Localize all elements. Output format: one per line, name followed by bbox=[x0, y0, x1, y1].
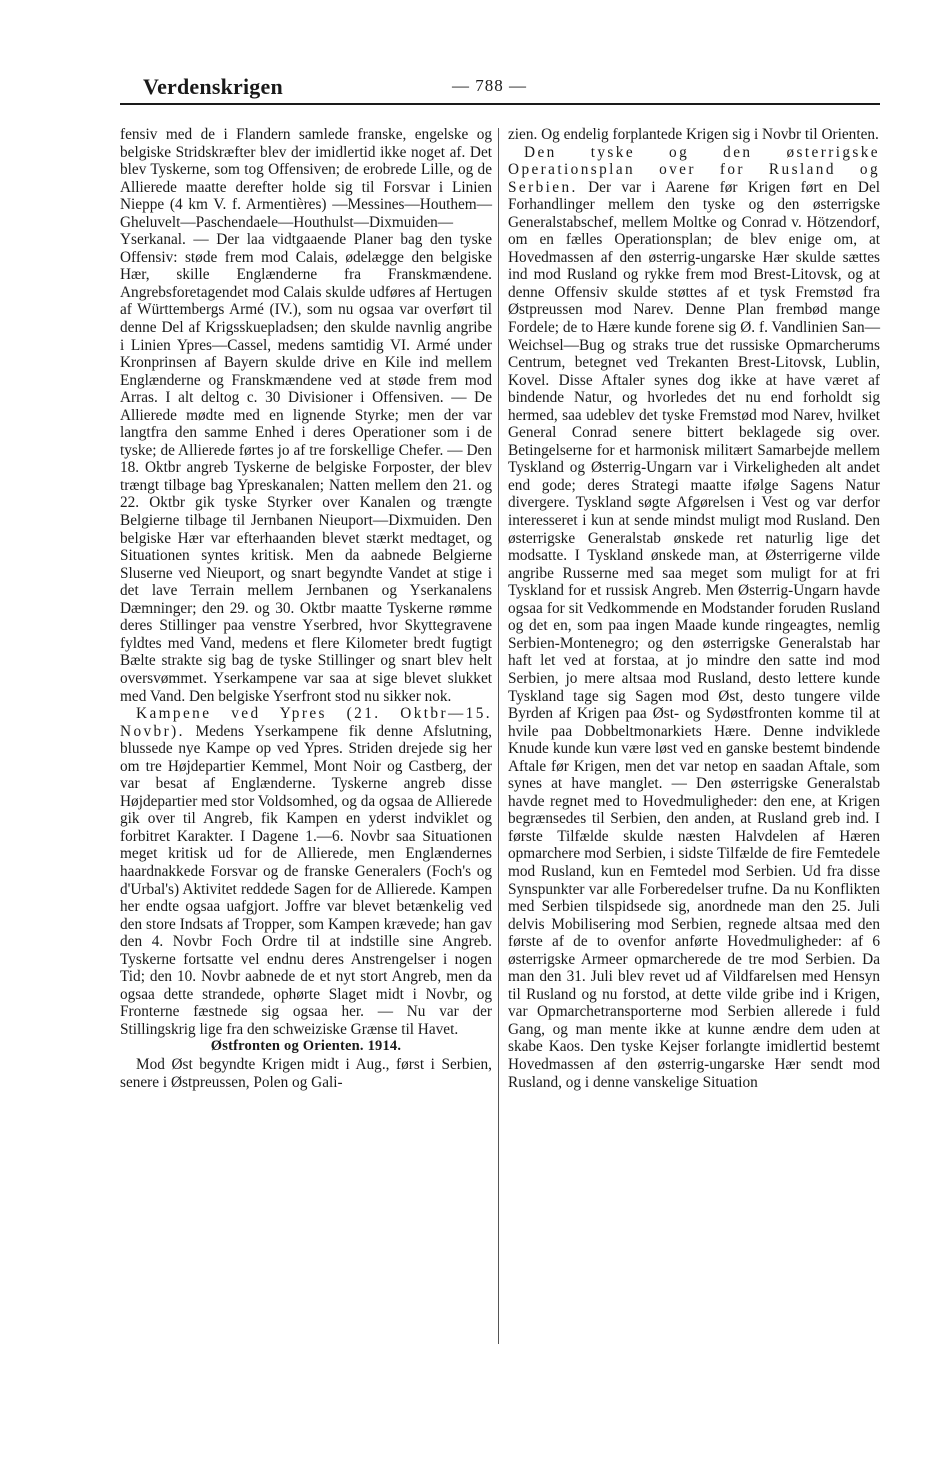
column-divider bbox=[498, 128, 499, 1344]
page-number: — 788 — bbox=[452, 76, 527, 95]
running-title: Verdenskrigen bbox=[143, 74, 283, 99]
paragraph-ypres-heading: Kampene ved Ypres (21. Oktbr—15. Novbr). bbox=[120, 705, 492, 740]
paragraph-operationsplan bbox=[508, 144, 880, 1092]
left-column bbox=[120, 126, 492, 1091]
paragraph-flandern: fensiv med de i Flandern samlede franske, engelske og belgiske Stridskræfter blev der imidlertid ikke noget af. Det blev Tyskerne, som tog Offensiven; de erobrede Lille, og de Allierede maatte derefter holde sig til Forsvar i Linien Nieppe (4 km V. f. Armentières) —Messines—Houthem—Gheluvelt—Paschendaele—Houthulst—Dixmuiden—Yserkanal. — Der laa vidtgaaende Planer bag den tyske Offensiv: støde frem mod Calais, ødelægge den belgiske Hær, skille Englænderne fra Franskmændene. Angrebsforetagendet mod Calais skulde udføres af Hertugen af Württembergs Armé (IV.), som nu ogsaa var overført til denne Del af Krigsskuepladsen; den skulde navnlig angribe i Linien Ypres—Cassel, medens samtidig VI. Armé under Kronprinsen af Bayern skulde drive en Kile ind mellem Englænderne og Franskmændene ved at støde frem mod Arras. I alt deltog c. 30 Divisioner i Offensiven. — De Allierede mødte med en lignende Styrke; men der var langtfra den samme Enhed i deres Operationer som i de tyske; de Allierede førtes jo af tre forskellige Chefer. — Den 18. Oktbr angreb Tyskerne de belgiske Forposter, der blev trængt tilbage bag Ypreskanalen; Natten mellem den 21. og 22. Oktbr gik tyske Styrker over Kanalen og trængte Belgierne tilbage til Jernbanen Nieuport—Dixmuiden. Den belgiske Hær var efterhaanden blevet stærkt medtaget, og Situationen syntes kritisk. Men da aabnede Belgierne Sluserne ved Nieuport, og snart begyndte Vandet at stige i det lave Terrain mellem Jernbanen og Yserkanalens Dæmninger; den 29. og 30. Oktbr maatte Tyskerne rømme deres Stillinger paa venstre Yserbred, hvor Skyttegravene fyldtes med Vand, medens et flere Kilometer bredt fugtigt Bælte strakte sig bag de tyske Stillinger og snart blev helt oversvømmet. Yserkampene var saa at sige blevet slukket med Vand. Den belgiske Yserfront stod nu sikker nok. bbox=[120, 126, 492, 705]
paragraph-operationsplan-heading: Den tyske og den østerrigske Operationsplan over for Rusland og Serbien. bbox=[508, 143, 880, 196]
right-column bbox=[508, 126, 880, 1091]
paragraph-galizien: zien. Og endelig forplantede Krigen sig i Novbr til Orienten. bbox=[508, 126, 879, 143]
header-rule bbox=[120, 103, 880, 105]
section-heading-ostfronten: Østfronten og Orienten. 1914. bbox=[210, 1038, 402, 1055]
paragraph-ost-begyndelse: Mod Øst begyndte Krigen midt i Aug., først i Serbien, senere i Østpreussen, Polen og Gali- bbox=[120, 1055, 492, 1091]
paragraph-ypres-body: Medens Yserkampene fik denne Afslutning, blussede nye Kampe op ved Ypres. Striden drejede sig her om tre Højdepartier Kemmel, Mont Noir og Castberg, der var besat af Englænderne. Tyskerne angreb disse Højdepartier med stor Voldsomhed, og da ogsaa de Allierede gik over til Angreb, fik Kampen en yderst indviklet og forbitret Karakter. I Dagene 1.—6. Novbr saa Situationen meget kritisk ud for de Allierede, men Englændernes haardnakkede Forsvar og de franske Generalers (Foch's og d'Urbal's) Aktivitet reddede Sagen for de Allierede. Kampen her endte ogsaa uafgjort. Joffre var blevet betænkelig ved den store Indsats af Tropper, som Kampen krævede; han gav den 4. Novbr Foch Ordre til at indstille sine Angreb. Tyskerne fortsatte vel endnu deres Anstrengelser i nogen Tid; den 10. Novbr aabnede de et nyt stort Angreb, men da ogsaa dette strandede, ophørte Slaget midt i Novbr, og Fronterne fæstnede sig ogsaa her. — Nu var der Stillingskrig lige fra den schweiziske Grænse til Havet. bbox=[120, 722, 492, 1038]
paragraph-operationsplan-body: Der var i Aarene før Krigen ført en Del Forhandlinger mellem den tyske og den østerrigske Generalstabschef, mellem Moltke og Conrad v. Hötzendorf, om en fælles Operationsplan; de blev enige om, at Hovedmassen af den østerrig-ungarske Hær skulde sættes ind mod Rusland og rykke frem mod Brest-Litovsk, og at denne Offensiv skulde støttes af et tysk Fremstød fra Østpreussen mod Narev. Denne Plan frembød mange Fordele; de to Hære kunde forene sig Ø. f. Vandlinien San—Weichsel—Bug og straks true det russiske Opmarcherums Centrum, betegnet ved Trekanten Brest-Litovsk, Lublin, Kovel. Disse Aftaler synes dog ikke at have været af bindende Natur, og hvorledes det nu end forholdt sig hermed, saa udeblev det tyske Fremstød mod Narev, hvilket General Conrad senere bittert beklagede sig over. Betingelserne for et harmonisk militært Samarbejde mellem Tyskland og Østerrig-Ungarn var i Virkeligheden alt andet end gode; deres Strategi maatte ifølge Sagens Natur divergere. Tyskland søgte Afgørelsen i Vest og var derfor interesseret i kun at sende mindst muligt mod Rusland. Den østerrigske Generalstab ønskede ret naturlig lige det modsatte. I Tyskland ønskede man, at Østerrigerne vilde angribe Russerne med saa meget som muligt for at fri Tyskland for et russisk Angreb. Men Østerrig-Ungarn havde ogsaa for sit Vedkommende en Modstander foruden Rusland og det en, som paa ingen Maade kunde ringeagtes, nemlig Serbien-Montenegro; og den østerrigske Generalstab har haft let ved at forstaa, at jo mindre den satte ind mod Serbien, jo mere altsaa mod Rusland, desto lettere kunde Tyskland tage sig Sagen mod Øst, desto tungere vilde Byrden af Krigen paa Øst- og Sydøstfronten komme til at hvile paa Dobbeltmonarkiets Hære. Denne indviklede Knude kunde kun være løst ved en ganske bestemt bindende Aftale før Krigen, men det var netop en saadan Aftale, som synes at have manglet. — Den østerrigske Generalstab havde regnet med to Hovedmuligheder: den ene, at Krigen begrænsedes til Serbien, den anden, at Rusland greb ind. I første Tilfælde skulde næsten Halvdelen af Hæren opmarchere mod Serbien, i sidste Tilfælde de fire Femtedele mod Rusland, kun en Femtedel mod Serbien. Ud fra disse Synspunkter var alle Forberedelser trufne. Da nu Konflikten med Serbien tilspidsede sig, anordnede man den 25. Juli delvis Mobilisering mod Serbien, regnede altsaa med den første af de to ovenfor anførte Hovedmuligheder: af 6 østerrigske Armeer opmarcherede de tre mod Serbien. Da man den 31. Juli blev revet ud af Vildfarelsen med Hensyn til Rusland og nu forstod, at dette vilde gribe ind i Krigen, var Opmarchetransporterne mod Serbien allerede i fuld Gang, og man mente ikke at kunne ændre dem uden at skabe Kaos. Den tyske Kejser forlangte imidlertid bestemt Hovedmassen af den østerrig-ungarske Hær sendt mod Rusland, og i denne vanskelige Situation bbox=[508, 178, 880, 1091]
paragraph-ypres bbox=[120, 705, 492, 1038]
